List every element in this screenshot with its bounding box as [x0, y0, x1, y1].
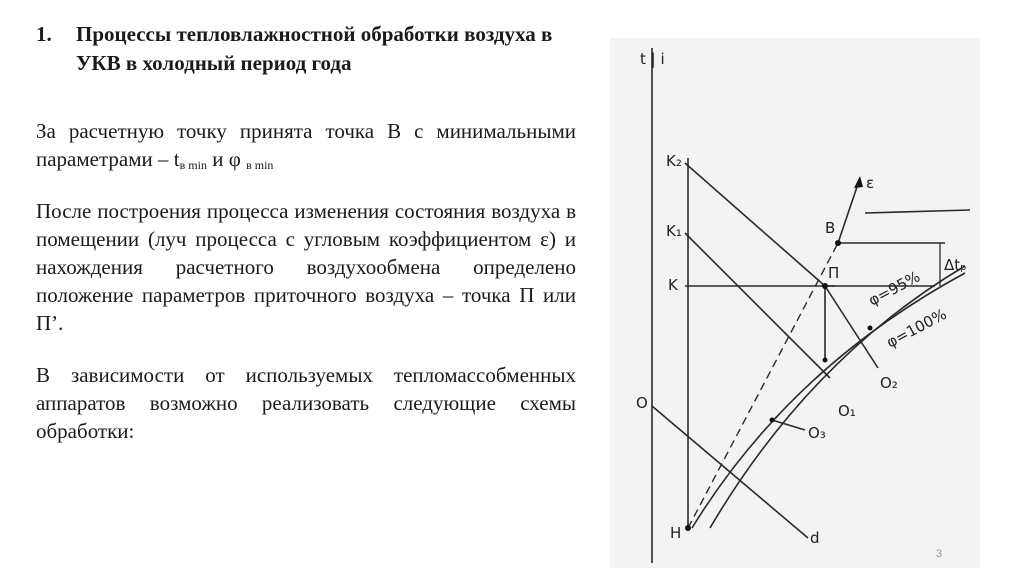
label-o2: O₂: [880, 374, 898, 392]
t-subscript: в min: [179, 158, 207, 172]
heading-text: Процессы тепловлажностной обработки воздуха в УКВ в холодный период года: [76, 22, 553, 75]
label-k1: K₁: [666, 222, 682, 240]
line-k2-p: [685, 163, 825, 286]
id-diagram: [610, 38, 980, 568]
label-phi100: φ=100%: [883, 304, 950, 352]
body-text: [36, 117, 576, 469]
label-o1: O₁: [838, 402, 856, 420]
paragraph-schemes: В зависимости от используемых тепломассобменных аппаратов возможно реализовать следующие схемы обработки:: [36, 363, 576, 443]
label-k: K: [668, 276, 678, 294]
paragraph-calc-point: [36, 117, 576, 173]
point-p: [822, 283, 828, 289]
line-k1: [685, 233, 830, 378]
epsilon-ray: [838, 178, 860, 243]
epsilon-arrow: [854, 176, 863, 188]
heading-number: 1.: [36, 22, 52, 46]
id-diagram-figure: [610, 38, 980, 568]
phi-subscript: в min: [246, 158, 274, 172]
label-b: B: [825, 219, 836, 237]
point-o3: [770, 418, 775, 423]
label-h: H: [670, 524, 682, 542]
label-k2: K₂: [666, 152, 682, 170]
label-o: O: [636, 394, 648, 412]
paragraph-calc-point-middle: и φ: [206, 147, 247, 171]
line-top-helper: [865, 210, 970, 213]
leader-o3: [772, 420, 805, 430]
paragraph-process: После построения процесса изменения состояния воздуха в помещении (луч процесса с угловым коэффициентом ε) и нахождения расчетного воздухообмена определено положение параметров приточного воздуха – точка П или П’.: [36, 199, 576, 335]
point-b: [835, 240, 841, 246]
point-phi95: [868, 326, 873, 331]
point-h: [685, 525, 691, 531]
paragraph-calc-point-prefix: За расчетную точку принята точка В с минимальными параметрами – t: [36, 119, 576, 171]
slide-heading: [36, 20, 596, 78]
page-number: 3: [936, 548, 943, 560]
label-phi95: φ=95%: [865, 267, 924, 310]
label-p: П: [828, 264, 840, 282]
label-d: d: [810, 529, 820, 547]
label-epsilon: ε: [866, 174, 875, 192]
point-o1: [823, 358, 828, 363]
label-delta-t: Δtₚ: [944, 256, 967, 274]
axis-label: t | i: [640, 50, 665, 68]
label-o3: O₃: [808, 424, 826, 442]
